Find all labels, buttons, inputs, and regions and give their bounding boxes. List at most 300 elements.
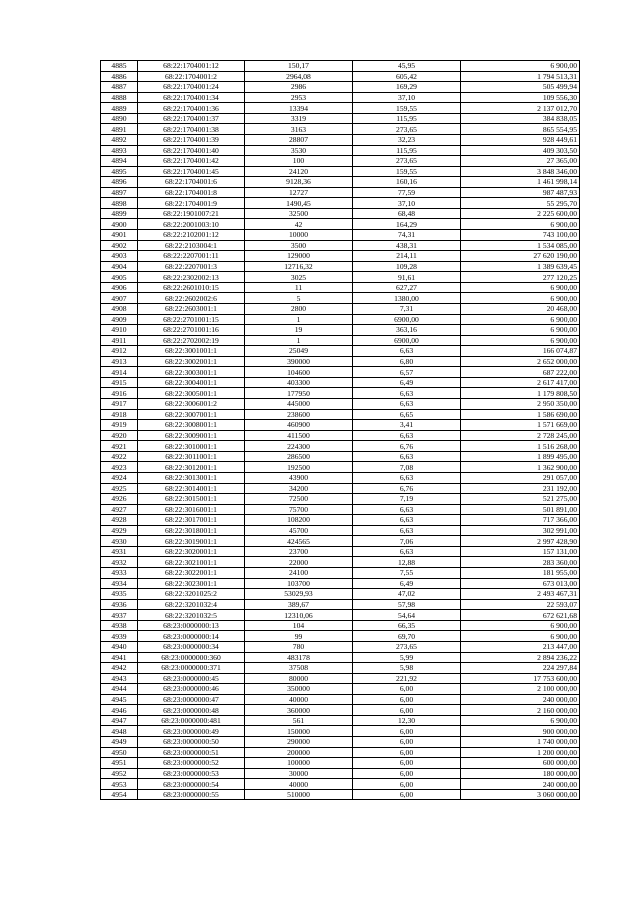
cadastral-number-cell: 68:22:1704001:34 (138, 92, 245, 103)
specific-value-cell: 159,55 (353, 166, 461, 177)
row-number-cell: 4929 (101, 525, 138, 536)
cadastral-number-cell: 68:22:2207001:3 (138, 261, 245, 272)
table-row (101, 631, 580, 642)
row-number-cell: 4920 (101, 430, 138, 441)
row-number-cell: 4944 (101, 684, 138, 695)
area-cell: 460900 (245, 420, 353, 431)
row-number-cell: 4953 (101, 779, 138, 790)
cadastral-value-cell: 27 620 190,00 (461, 251, 580, 262)
specific-value-cell: 6,63 (353, 546, 461, 557)
table-row (101, 599, 580, 610)
area-cell: 360000 (245, 705, 353, 716)
cadastral-number-cell: 68:23:0000000:360 (138, 652, 245, 663)
cadastral-number-cell: 68:22:3013001:1 (138, 472, 245, 483)
specific-value-cell: 5,98 (353, 663, 461, 674)
row-number-cell: 4905 (101, 272, 138, 283)
table-row (101, 134, 580, 145)
cadastral-value-cell: 1 899 495,00 (461, 451, 580, 462)
cadastral-value-cell: 501 891,00 (461, 504, 580, 515)
area-cell: 403300 (245, 377, 353, 388)
cadastral-value-cell: 109 556,30 (461, 92, 580, 103)
area-cell: 19 (245, 325, 353, 336)
area-cell: 40000 (245, 694, 353, 705)
area-cell: 9128,36 (245, 177, 353, 188)
area-cell: 483178 (245, 652, 353, 663)
area-cell: 424565 (245, 536, 353, 547)
row-number-cell: 4907 (101, 293, 138, 304)
cadastral-number-cell: 68:22:3001001:1 (138, 346, 245, 357)
table-row (101, 71, 580, 82)
table-body (101, 61, 580, 800)
area-cell: 11 (245, 282, 353, 293)
cadastral-value-cell: 865 554,95 (461, 124, 580, 135)
table-row (101, 314, 580, 325)
row-number-cell: 4921 (101, 441, 138, 452)
specific-value-cell: 6,63 (353, 515, 461, 526)
cadastral-number-cell: 68:23:0000000:45 (138, 673, 245, 684)
cadastral-number-cell: 68:22:2701001:16 (138, 325, 245, 336)
cadastral-value-cell: 22 593,07 (461, 599, 580, 610)
cadastral-value-cell: 166 074,87 (461, 346, 580, 357)
cadastral-value-cell: 2 950 350,00 (461, 399, 580, 410)
cadastral-number-cell: 68:23:0000000:14 (138, 631, 245, 642)
cadastral-value-cell: 521 275,00 (461, 494, 580, 505)
cadastral-value-cell: 1 389 639,45 (461, 261, 580, 272)
cadastral-value-cell: 213 447,00 (461, 641, 580, 652)
table-row (101, 515, 580, 526)
area-cell: 561 (245, 715, 353, 726)
area-cell: 411500 (245, 430, 353, 441)
area-cell: 104600 (245, 367, 353, 378)
table-row (101, 388, 580, 399)
cadastral-number-cell: 68:23:0000000:52 (138, 758, 245, 769)
cadastral-value-cell: 743 100,00 (461, 230, 580, 241)
row-number-cell: 4942 (101, 663, 138, 674)
area-cell: 100000 (245, 758, 353, 769)
row-number-cell: 4926 (101, 494, 138, 505)
cadastral-number-cell: 68:23:0000000:53 (138, 768, 245, 779)
table-row (101, 113, 580, 124)
specific-value-cell: 6,63 (353, 525, 461, 536)
area-cell: 24100 (245, 568, 353, 579)
area-cell: 2800 (245, 303, 353, 314)
cadastral-number-cell: 68:23:0000000:371 (138, 663, 245, 674)
cadastral-number-cell: 68:22:3016001:1 (138, 504, 245, 515)
table-row (101, 92, 580, 103)
table-row (101, 652, 580, 663)
area-cell: 2953 (245, 92, 353, 103)
area-cell: 72500 (245, 494, 353, 505)
row-number-cell: 4935 (101, 589, 138, 600)
table-row (101, 219, 580, 230)
specific-value-cell: 6,76 (353, 441, 461, 452)
area-cell: 53029,93 (245, 589, 353, 600)
cadastral-number-cell: 68:22:3012001:1 (138, 462, 245, 473)
row-number-cell: 4902 (101, 240, 138, 251)
cadastral-value-cell: 687 222,00 (461, 367, 580, 378)
table-row (101, 504, 580, 515)
row-number-cell: 4914 (101, 367, 138, 378)
table-row (101, 673, 580, 684)
area-cell: 177950 (245, 388, 353, 399)
specific-value-cell: 6,49 (353, 377, 461, 388)
specific-value-cell: 6,63 (353, 451, 461, 462)
specific-value-cell: 214,11 (353, 251, 461, 262)
table-row (101, 187, 580, 198)
specific-value-cell: 6,00 (353, 705, 461, 716)
row-number-cell: 4934 (101, 578, 138, 589)
table-row (101, 684, 580, 695)
specific-value-cell: 6,00 (353, 768, 461, 779)
row-number-cell: 4947 (101, 715, 138, 726)
cadastral-value-cell: 1 461 998,14 (461, 177, 580, 188)
row-number-cell: 4954 (101, 789, 138, 800)
cadastral-number-cell: 68:22:3005001:1 (138, 388, 245, 399)
cadastral-number-cell: 68:22:3020001:1 (138, 546, 245, 557)
area-cell: 445000 (245, 399, 353, 410)
cadastral-value-cell: 987 487,93 (461, 187, 580, 198)
table-row (101, 346, 580, 357)
cadastral-value-cell: 6 900,00 (461, 314, 580, 325)
cadastral-number-cell: 68:22:2603001:1 (138, 303, 245, 314)
row-number-cell: 4912 (101, 346, 138, 357)
cadastral-value-cell: 600 000,00 (461, 758, 580, 769)
table-row (101, 694, 580, 705)
row-number-cell: 4916 (101, 388, 138, 399)
cadastral-value-cell: 291 057,00 (461, 472, 580, 483)
table-row (101, 441, 580, 452)
row-number-cell: 4897 (101, 187, 138, 198)
cadastral-number-cell: 68:23:0000000:13 (138, 620, 245, 631)
specific-value-cell: 6900,00 (353, 314, 461, 325)
table-row (101, 715, 580, 726)
cadastral-value-cell: 302 991,00 (461, 525, 580, 536)
area-cell: 43900 (245, 472, 353, 483)
specific-value-cell: 45,95 (353, 61, 461, 72)
table-row (101, 367, 580, 378)
cadastral-value-cell: 928 449,61 (461, 134, 580, 145)
table-row (101, 641, 580, 652)
row-number-cell: 4925 (101, 483, 138, 494)
table-row (101, 124, 580, 135)
cadastral-value-cell: 1 794 513,31 (461, 71, 580, 82)
row-number-cell: 4928 (101, 515, 138, 526)
cadastral-value-cell: 2 652 000,00 (461, 356, 580, 367)
cadastral-value-cell: 20 468,00 (461, 303, 580, 314)
specific-value-cell: 6,00 (353, 758, 461, 769)
cadastral-value-cell: 2 100 000,00 (461, 684, 580, 695)
specific-value-cell: 6,00 (353, 779, 461, 790)
cadastral-value-cell: 6 900,00 (461, 61, 580, 72)
table-row (101, 758, 580, 769)
cadastral-number-cell: 68:22:3201032:5 (138, 610, 245, 621)
area-cell: 1490,45 (245, 198, 353, 209)
specific-value-cell: 6,65 (353, 409, 461, 420)
cadastral-number-cell: 68:22:3017001:1 (138, 515, 245, 526)
area-cell: 200000 (245, 747, 353, 758)
area-cell: 150000 (245, 726, 353, 737)
cadastral-value-cell: 1 362 900,00 (461, 462, 580, 473)
area-cell: 34200 (245, 483, 353, 494)
specific-value-cell: 6,63 (353, 388, 461, 399)
row-number-cell: 4889 (101, 103, 138, 114)
specific-value-cell: 6900,00 (353, 335, 461, 346)
specific-value-cell: 57,98 (353, 599, 461, 610)
cadastral-value-cell: 673 013,00 (461, 578, 580, 589)
area-cell: 32500 (245, 208, 353, 219)
specific-value-cell: 363,16 (353, 325, 461, 336)
cadastral-number-cell: 68:22:3019001:1 (138, 536, 245, 547)
row-number-cell: 4900 (101, 219, 138, 230)
cadastral-number-cell: 68:22:1704001:42 (138, 156, 245, 167)
specific-value-cell: 115,95 (353, 145, 461, 156)
specific-value-cell: 68,48 (353, 208, 461, 219)
specific-value-cell: 6,76 (353, 483, 461, 494)
cadastral-number-cell: 68:22:2102001:12 (138, 230, 245, 241)
area-cell: 286500 (245, 451, 353, 462)
row-number-cell: 4943 (101, 673, 138, 684)
area-cell: 25049 (245, 346, 353, 357)
cadastral-value-cell: 2 617 417,00 (461, 377, 580, 388)
row-number-cell: 4938 (101, 620, 138, 631)
cadastral-value-cell: 1 516 268,00 (461, 441, 580, 452)
table-row (101, 589, 580, 600)
cadastral-value-cell: 900 000,00 (461, 726, 580, 737)
area-cell: 150,17 (245, 61, 353, 72)
row-number-cell: 4949 (101, 737, 138, 748)
area-cell: 22000 (245, 557, 353, 568)
cadastral-number-cell: 68:23:0000000:46 (138, 684, 245, 695)
cadastral-value-cell: 717 366,00 (461, 515, 580, 526)
cadastral-value-cell: 1 179 808,50 (461, 388, 580, 399)
cadastral-number-cell: 68:22:1704001:39 (138, 134, 245, 145)
row-number-cell: 4933 (101, 568, 138, 579)
table-row (101, 430, 580, 441)
specific-value-cell: 6,57 (353, 367, 461, 378)
table-row (101, 198, 580, 209)
row-number-cell: 4898 (101, 198, 138, 209)
area-cell: 80000 (245, 673, 353, 684)
cadastral-number-cell: 68:22:3011001:1 (138, 451, 245, 462)
table-row (101, 494, 580, 505)
row-number-cell: 4903 (101, 251, 138, 262)
specific-value-cell: 6,63 (353, 430, 461, 441)
table-row (101, 377, 580, 388)
table-row (101, 145, 580, 156)
area-cell: 10000 (245, 230, 353, 241)
specific-value-cell: 6,63 (353, 472, 461, 483)
row-number-cell: 4899 (101, 208, 138, 219)
cadastral-number-cell: 68:22:1704001:12 (138, 61, 245, 72)
cadastral-number-cell: 68:22:3002001:1 (138, 356, 245, 367)
row-number-cell: 4931 (101, 546, 138, 557)
specific-value-cell: 6,63 (353, 399, 461, 410)
cadastral-value-cell: 2 997 428,90 (461, 536, 580, 547)
specific-value-cell: 7,31 (353, 303, 461, 314)
row-number-cell: 4887 (101, 82, 138, 93)
row-number-cell: 4909 (101, 314, 138, 325)
cadastral-value-cell: 180 000,00 (461, 768, 580, 779)
area-cell: 3025 (245, 272, 353, 283)
cadastral-number-cell: 68:22:3018001:1 (138, 525, 245, 536)
row-number-cell: 4917 (101, 399, 138, 410)
specific-value-cell: 37,10 (353, 198, 461, 209)
row-number-cell: 4922 (101, 451, 138, 462)
cadastral-number-cell: 68:22:3023001:1 (138, 578, 245, 589)
specific-value-cell: 1380,00 (353, 293, 461, 304)
cadastral-value-cell: 6 900,00 (461, 293, 580, 304)
cadastral-number-cell: 68:23:0000000:34 (138, 641, 245, 652)
cadastral-number-cell: 68:22:1901007:21 (138, 208, 245, 219)
specific-value-cell: 164,29 (353, 219, 461, 230)
area-cell: 390000 (245, 356, 353, 367)
row-number-cell: 4901 (101, 230, 138, 241)
row-number-cell: 4952 (101, 768, 138, 779)
specific-value-cell: 47,02 (353, 589, 461, 600)
table-row (101, 261, 580, 272)
area-cell: 350000 (245, 684, 353, 695)
cadastral-number-cell: 68:22:3008001:1 (138, 420, 245, 431)
cadastral-number-cell: 68:22:1704001:8 (138, 187, 245, 198)
cadastral-number-cell: 68:22:1704001:45 (138, 166, 245, 177)
cadastral-number-cell: 68:22:1704001:37 (138, 113, 245, 124)
row-number-cell: 4932 (101, 557, 138, 568)
cadastral-number-cell: 68:22:3006001:2 (138, 399, 245, 410)
cadastral-number-cell: 68:22:3201032:4 (138, 599, 245, 610)
cadastral-value-cell: 240 000,00 (461, 694, 580, 705)
cadastral-value-cell: 1 586 690,00 (461, 409, 580, 420)
cadastral-number-cell: 68:22:1704001:36 (138, 103, 245, 114)
row-number-cell: 4915 (101, 377, 138, 388)
cadastral-number-cell: 68:23:0000000:54 (138, 779, 245, 790)
specific-value-cell: 6,00 (353, 747, 461, 758)
area-cell: 12727 (245, 187, 353, 198)
specific-value-cell: 273,65 (353, 124, 461, 135)
table-row (101, 272, 580, 283)
table-row (101, 420, 580, 431)
table-row (101, 166, 580, 177)
specific-value-cell: 54,64 (353, 610, 461, 621)
cadastral-value-cell: 672 621,68 (461, 610, 580, 621)
cadastral-value-cell: 1 740 000,00 (461, 737, 580, 748)
area-cell: 1 (245, 335, 353, 346)
area-cell: 75700 (245, 504, 353, 515)
cadastral-number-cell: 68:23:0000000:48 (138, 705, 245, 716)
row-number-cell: 4924 (101, 472, 138, 483)
table-row (101, 789, 580, 800)
cadastral-number-cell: 68:23:0000000:49 (138, 726, 245, 737)
specific-value-cell: 273,65 (353, 641, 461, 652)
row-number-cell: 4885 (101, 61, 138, 72)
cadastral-number-cell: 68:22:3003001:1 (138, 367, 245, 378)
cadastral-number-cell: 68:23:0000000:481 (138, 715, 245, 726)
table-row (101, 282, 580, 293)
specific-value-cell: 169,29 (353, 82, 461, 93)
area-cell: 780 (245, 641, 353, 652)
row-number-cell: 4930 (101, 536, 138, 547)
cadastral-value-cell: 27 365,00 (461, 156, 580, 167)
cadastral-number-cell: 68:22:2601010:15 (138, 282, 245, 293)
row-number-cell: 4939 (101, 631, 138, 642)
cadastral-value-cell: 6 900,00 (461, 715, 580, 726)
specific-value-cell: 32,23 (353, 134, 461, 145)
specific-value-cell: 74,31 (353, 230, 461, 241)
row-number-cell: 4910 (101, 325, 138, 336)
cadastral-value-cell: 240 000,00 (461, 779, 580, 790)
cadastral-number-cell: 68:23:0000000:55 (138, 789, 245, 800)
table-row (101, 768, 580, 779)
cadastral-value-cell: 2 137 012,70 (461, 103, 580, 114)
area-cell: 12716,32 (245, 261, 353, 272)
table-row (101, 525, 580, 536)
area-cell: 100 (245, 156, 353, 167)
cadastral-number-cell: 68:23:0000000:50 (138, 737, 245, 748)
cadastral-number-cell: 68:22:3010001:1 (138, 441, 245, 452)
row-number-cell: 4936 (101, 599, 138, 610)
table-row (101, 61, 580, 72)
table-row (101, 737, 580, 748)
area-cell: 3319 (245, 113, 353, 124)
cadastral-value-cell: 1 200 000,00 (461, 747, 580, 758)
cadastral-value-cell: 224 297,84 (461, 663, 580, 674)
table-row (101, 705, 580, 716)
area-cell: 389,67 (245, 599, 353, 610)
row-number-cell: 4913 (101, 356, 138, 367)
table-row (101, 483, 580, 494)
cadastral-number-cell: 68:22:3004001:1 (138, 377, 245, 388)
table-row (101, 325, 580, 336)
specific-value-cell: 6,00 (353, 726, 461, 737)
specific-value-cell: 6,49 (353, 578, 461, 589)
table-row (101, 177, 580, 188)
cadastral-number-cell: 68:22:1704001:6 (138, 177, 245, 188)
cadastral-number-cell: 68:22:2302002:13 (138, 272, 245, 283)
table-row (101, 156, 580, 167)
specific-value-cell: 6,00 (353, 694, 461, 705)
specific-value-cell: 6,80 (353, 356, 461, 367)
specific-value-cell: 6,63 (353, 346, 461, 357)
specific-value-cell: 7,06 (353, 536, 461, 547)
row-number-cell: 4940 (101, 641, 138, 652)
area-cell: 129000 (245, 251, 353, 262)
cadastral-number-cell: 68:22:1704001:24 (138, 82, 245, 93)
table-row (101, 293, 580, 304)
row-number-cell: 4888 (101, 92, 138, 103)
cadastral-value-cell: 2 894 236,22 (461, 652, 580, 663)
specific-value-cell: 6,00 (353, 737, 461, 748)
cadastral-number-cell: 68:22:1704001:2 (138, 71, 245, 82)
cadastral-number-cell: 68:22:2602002:6 (138, 293, 245, 304)
specific-value-cell: 91,61 (353, 272, 461, 283)
specific-value-cell: 627,27 (353, 282, 461, 293)
area-cell: 108200 (245, 515, 353, 526)
row-number-cell: 4896 (101, 177, 138, 188)
cadastral-number-cell: 68:22:1704001:9 (138, 198, 245, 209)
area-cell: 3500 (245, 240, 353, 251)
specific-value-cell: 109,28 (353, 261, 461, 272)
specific-value-cell: 115,95 (353, 113, 461, 124)
cadastral-value-cell: 181 955,00 (461, 568, 580, 579)
table-row (101, 230, 580, 241)
area-cell: 5 (245, 293, 353, 304)
area-cell: 3530 (245, 145, 353, 156)
specific-value-cell: 69,70 (353, 631, 461, 642)
cadastral-value-cell: 6 900,00 (461, 620, 580, 631)
row-number-cell: 4906 (101, 282, 138, 293)
cadastral-value-cell: 231 192,00 (461, 483, 580, 494)
cadastral-value-cell: 6 900,00 (461, 335, 580, 346)
row-number-cell: 4891 (101, 124, 138, 135)
